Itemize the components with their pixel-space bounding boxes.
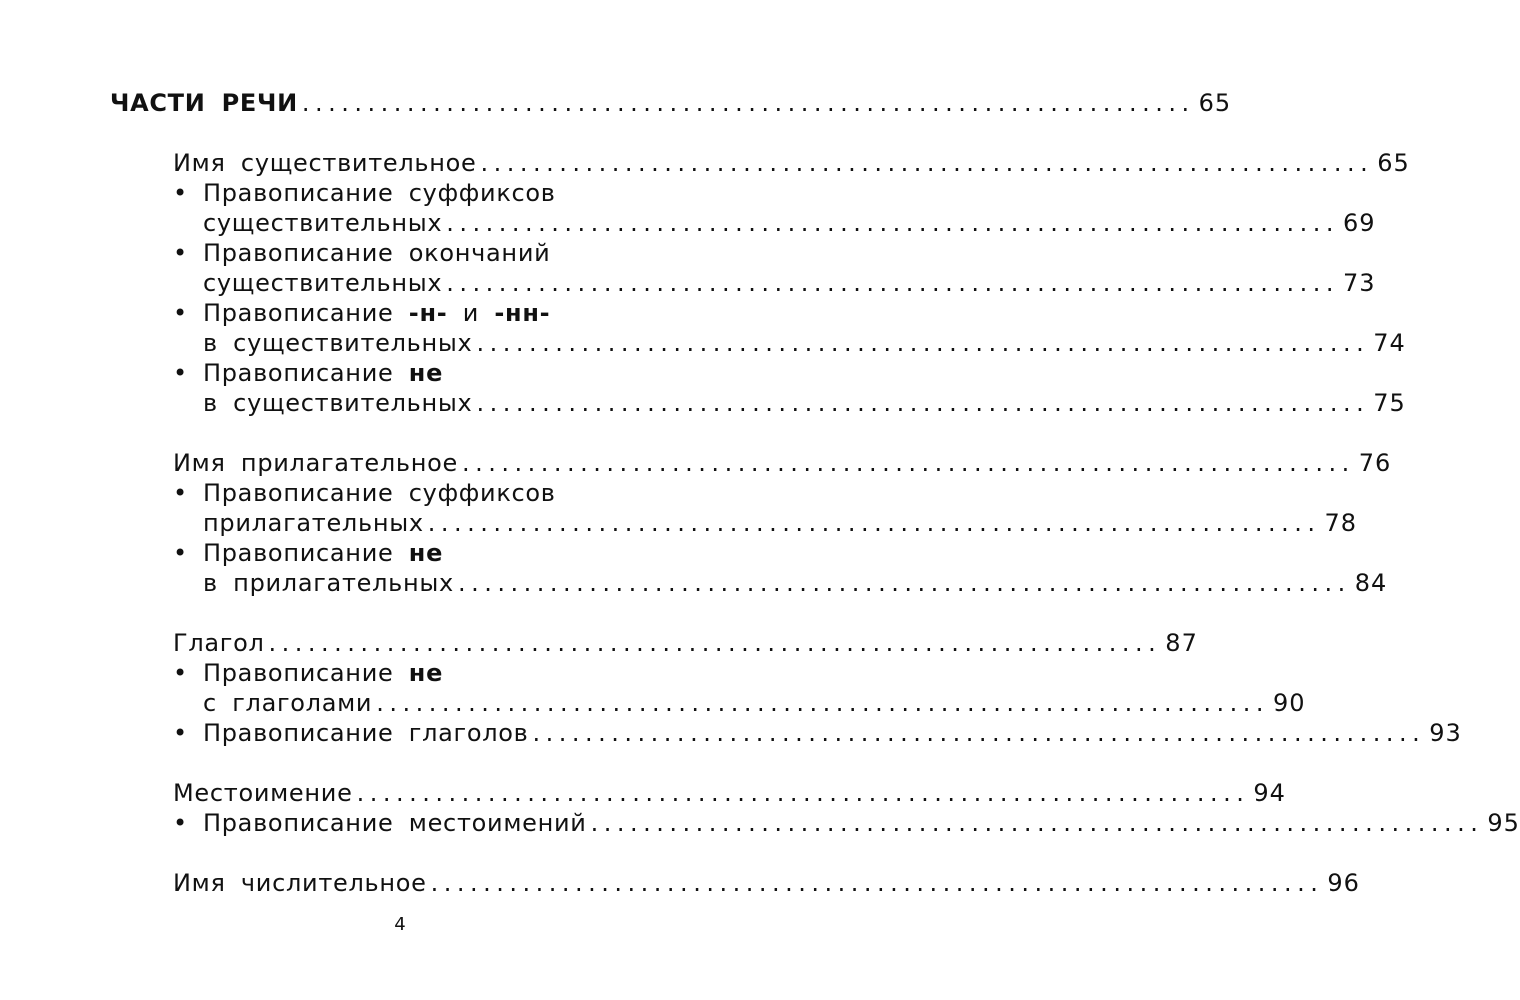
- dot-leader: ....................................................................: [446, 269, 1340, 297]
- toc-subentry-continuation[interactable]: [203, 268, 1376, 298]
- dot-leader: ....................................................................: [590, 809, 1484, 837]
- entry-page: 65: [1377, 149, 1410, 177]
- toc-subentry-continuation[interactable]: [203, 688, 1306, 718]
- bullet-icon: •: [173, 809, 188, 837]
- entry-bold-term: -нн-: [494, 299, 551, 327]
- dot-leader: ....................................................................: [461, 449, 1355, 477]
- dot-leader: ....................................................................: [457, 569, 1351, 597]
- entry-page: 90: [1273, 689, 1306, 717]
- dot-leader: ....................................................................: [376, 689, 1269, 717]
- bullet-icon: •: [173, 479, 188, 507]
- entry-text: Правописание: [203, 299, 409, 327]
- bullet-icon: •: [173, 719, 188, 747]
- toc-subentry[interactable]: [203, 178, 706, 208]
- entry-title: Правописание окончаний: [203, 239, 551, 267]
- toc-subentry[interactable]: [203, 238, 706, 268]
- page-number: 4: [394, 914, 406, 935]
- entry-title: Имя прилагательное: [173, 449, 458, 477]
- entry-text: Правописание: [203, 659, 409, 687]
- section-page: 65: [1198, 89, 1232, 117]
- toc-entry-numeral[interactable]: [173, 868, 1360, 898]
- bullet-icon: •: [173, 659, 188, 687]
- entry-text: Правописание: [203, 359, 409, 387]
- entry-title: в прилагательных: [203, 569, 454, 597]
- entry-title: существительных: [203, 269, 443, 297]
- entry-title: Глагол: [173, 629, 265, 657]
- dot-leader: ....................................................................: [268, 629, 1162, 657]
- entry-title: [203, 658, 443, 688]
- bullet-icon: •: [173, 359, 188, 387]
- toc-subentry-continuation[interactable]: [203, 208, 1376, 238]
- entry-title: прилагательных: [203, 509, 424, 537]
- toc-subentry-continuation[interactable]: [203, 568, 1388, 598]
- entry-title: существительных: [203, 209, 443, 237]
- toc-subentry[interactable]: [203, 358, 706, 388]
- dot-leader: ....................................................................: [480, 149, 1374, 177]
- entry-page: 76: [1358, 449, 1392, 477]
- entry-page: 95: [1487, 809, 1520, 837]
- entry-title: [203, 538, 443, 568]
- toc-subentry[interactable]: [203, 718, 1462, 748]
- entry-bold-term: не: [408, 659, 444, 687]
- entry-title: [203, 298, 550, 328]
- toc-subentry[interactable]: [203, 658, 706, 688]
- entry-page: 73: [1343, 269, 1376, 297]
- entry-page: 93: [1429, 719, 1462, 747]
- bullet-icon: •: [173, 239, 188, 267]
- toc-entry-adjective[interactable]: [173, 448, 1392, 478]
- entry-title: Правописание суффиксов: [203, 479, 556, 507]
- bullet-icon: •: [173, 299, 188, 327]
- dot-leader: ....................................................................: [476, 329, 1370, 357]
- dot-leader: ....................................................................: [476, 389, 1370, 417]
- entry-title: Правописание суффиксов: [203, 179, 556, 207]
- entry-title: в существительных: [203, 389, 473, 417]
- entry-text: и: [447, 299, 495, 327]
- entry-title: Правописание глаголов: [203, 719, 529, 747]
- entry-bold-term: -н-: [408, 299, 448, 327]
- toc-entry-pronoun[interactable]: [173, 778, 1286, 808]
- entry-text: Правописание: [203, 539, 409, 567]
- dot-leader: ....................................................................: [301, 89, 1195, 117]
- entry-page: 87: [1165, 629, 1198, 657]
- dot-leader: ....................................................................: [532, 719, 1426, 747]
- toc-subentry[interactable]: [203, 478, 706, 508]
- toc-section-heading[interactable]: [110, 88, 1232, 118]
- entry-title: в существительных: [203, 329, 473, 357]
- toc-entry-noun[interactable]: [173, 148, 1410, 178]
- entry-bold-term: не: [408, 359, 444, 387]
- entry-title: Правописание местоимений: [203, 809, 587, 837]
- dot-leader: ....................................................................: [356, 779, 1250, 807]
- entry-page: 78: [1324, 509, 1358, 537]
- entry-page: 94: [1253, 779, 1286, 807]
- bullet-icon: •: [173, 539, 188, 567]
- dot-leader: ....................................................................: [430, 869, 1324, 897]
- dot-leader: ....................................................................: [446, 209, 1340, 237]
- entry-page: 75: [1373, 389, 1406, 417]
- bullet-icon: •: [173, 179, 188, 207]
- entry-page: 74: [1373, 329, 1406, 357]
- entry-title: [203, 358, 443, 388]
- toc-entry-verb[interactable]: [173, 628, 1198, 658]
- toc-subentry-continuation[interactable]: [203, 328, 1406, 358]
- toc-subentry-continuation[interactable]: [203, 388, 1406, 418]
- section-title: ЧАСТИ РЕЧИ: [110, 89, 298, 117]
- entry-bold-term: не: [408, 539, 444, 567]
- entry-page: 69: [1343, 209, 1376, 237]
- toc-subentry-continuation[interactable]: [203, 508, 1358, 538]
- toc-subentry[interactable]: [203, 538, 706, 568]
- entry-page: 84: [1354, 569, 1388, 597]
- entry-title: Имя числительное: [173, 869, 427, 897]
- toc-subentry[interactable]: [203, 298, 706, 328]
- toc-subentry[interactable]: [203, 808, 1520, 838]
- entry-page: 96: [1327, 869, 1360, 897]
- entry-title: Имя существительное: [173, 149, 477, 177]
- dot-leader: ....................................................................: [427, 509, 1321, 537]
- entry-title: Местоимение: [173, 779, 353, 807]
- entry-title: с глаголами: [203, 689, 373, 717]
